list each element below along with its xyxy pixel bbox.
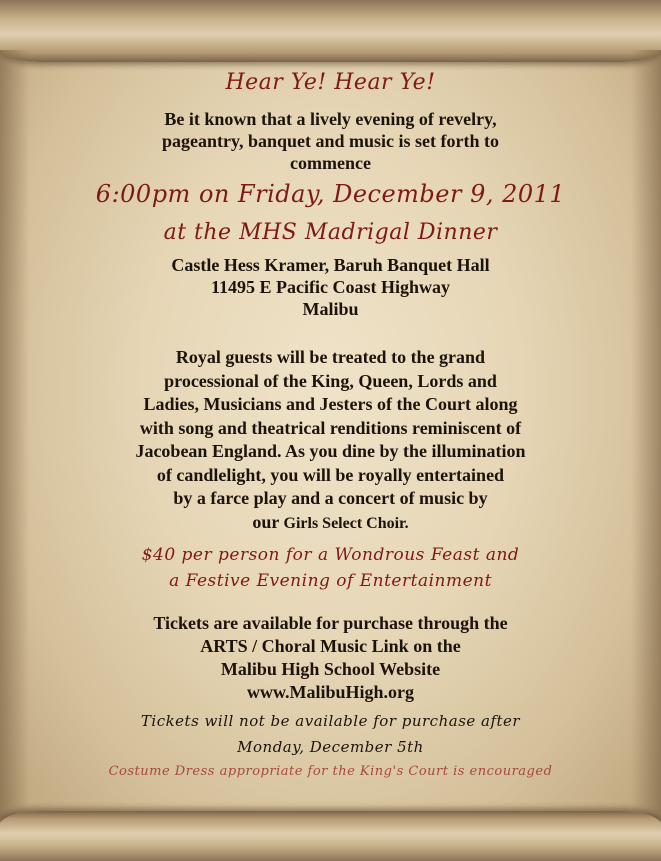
event-description: [0, 346, 661, 535]
scroll-bottom-roll: [0, 811, 661, 861]
event-name: at the MHS Madrigal Dinner: [163, 220, 498, 245]
description-line: processional of the King, Queen, Lords and: [164, 370, 497, 391]
deadline-line: Tickets will not be available for purchase after: [140, 712, 521, 730]
description-line: [0, 511, 661, 536]
venue-line: Castle Hess Kramer, Baruh Banquet Hall: [171, 255, 490, 275]
description-line: by a farce play and a concert of music by: [173, 488, 488, 508]
description-line: Jacobean England. As you dine by the illumination: [135, 441, 526, 461]
ticket-info: [0, 612, 661, 704]
ticket-deadline: [0, 708, 661, 760]
costume-note: Costume Dress appropriate for the King's Court is encouraged: [108, 764, 553, 779]
description-line: Royal guests will be treated to the grand: [175, 347, 486, 367]
event-datetime: 6:00pm on Friday, December 9, 2011: [95, 180, 566, 208]
description-line: with song and theatrical renditions reminiscent of: [139, 417, 522, 438]
intro-line: pageantry, banquet and music is set forth to: [161, 131, 500, 151]
intro-text: [0, 108, 661, 174]
headline: Hear Ye! Hear Ye!: [225, 70, 436, 95]
price-line: $40 per person for a Wondrous Feast and: [141, 545, 520, 565]
description-line: of candlelight, you will be royally entertained: [156, 464, 505, 485]
venue-line: 11495 E Pacific Coast Highway: [211, 277, 450, 297]
description-line: Ladies, Musicians and Jesters of the Court along: [143, 394, 518, 414]
intro-line: Be it known that a lively evening of revelry,: [164, 109, 497, 129]
venue-address: [0, 254, 661, 320]
description-prefix: our: [252, 511, 284, 532]
scroll-top-roll: [0, 0, 661, 62]
choir-name: Girls Select Choir.: [283, 514, 409, 532]
intro-line: commence: [290, 153, 371, 173]
tickets-line: Malibu High School Website: [220, 659, 441, 679]
deadline-line: Monday, December 5th: [237, 738, 424, 756]
tickets-line: ARTS / Choral Music Link on the: [200, 636, 461, 656]
venue-line: Malibu: [302, 299, 359, 319]
tickets-line: Tickets are available for purchase through the: [153, 613, 508, 633]
website-url[interactable]: www.MalibuHigh.org: [246, 682, 415, 702]
ticket-price: [0, 542, 661, 594]
price-line: a Festive Evening of Entertainment: [169, 571, 492, 591]
